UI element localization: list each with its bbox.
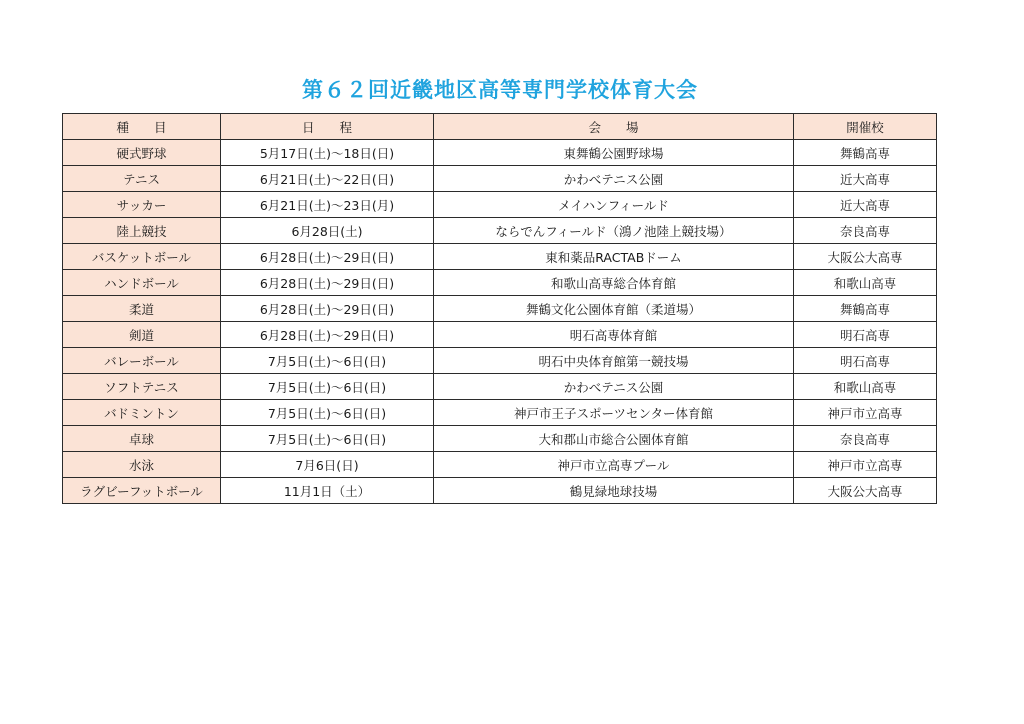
venue-cell: 神戸市王子スポーツセンター体育館 <box>434 400 794 426</box>
school-cell: 神戸市立高専 <box>794 452 937 478</box>
venue-cell: かわべテニス公園 <box>434 166 794 192</box>
table-row <box>63 478 937 504</box>
table-row <box>63 322 937 348</box>
header-date: 日 程 <box>221 114 434 140</box>
venue-cell: 神戸市立高専プール <box>434 452 794 478</box>
date-cell: 6月28日(土)～29日(日) <box>221 322 434 348</box>
venue-cell: 舞鶴文化公園体育館（柔道場） <box>434 296 794 322</box>
table-row <box>63 348 937 374</box>
date-cell: 6月28日(土)～29日(日) <box>221 296 434 322</box>
header-school: 開催校 <box>794 114 937 140</box>
date-cell: 7月5日(土)～6日(日) <box>221 374 434 400</box>
date-cell: 6月21日(土)～23日(月) <box>221 192 434 218</box>
sport-cell: バスケットボール <box>63 244 221 270</box>
venue-cell: かわべテニス公園 <box>434 374 794 400</box>
date-cell: 6月28日(土)～29日(日) <box>221 244 434 270</box>
sport-cell: 柔道 <box>63 296 221 322</box>
school-cell: 大阪公大高専 <box>794 244 937 270</box>
table-row <box>63 166 937 192</box>
table-row <box>63 192 937 218</box>
school-cell: 奈良高専 <box>794 426 937 452</box>
table-row <box>63 374 937 400</box>
school-cell: 近大高専 <box>794 192 937 218</box>
schedule-table <box>62 113 937 504</box>
sport-cell: 硬式野球 <box>63 140 221 166</box>
date-cell: 6月28日(土) <box>221 218 434 244</box>
table-header-row <box>63 114 937 140</box>
school-cell: 大阪公大高専 <box>794 478 937 504</box>
school-cell: 明石高専 <box>794 348 937 374</box>
venue-cell: 大和郡山市総合公園体育館 <box>434 426 794 452</box>
date-cell: 7月5日(土)～6日(日) <box>221 426 434 452</box>
date-cell: 7月6日(日) <box>221 452 434 478</box>
venue-cell: メイハンフィールド <box>434 192 794 218</box>
venue-cell: 鶴見緑地球技場 <box>434 478 794 504</box>
sport-cell: ソフトテニス <box>63 374 221 400</box>
sport-cell: 剣道 <box>63 322 221 348</box>
school-cell: 神戸市立高専 <box>794 400 937 426</box>
sport-cell: テニス <box>63 166 221 192</box>
venue-cell: 明石中央体育館第一競技場 <box>434 348 794 374</box>
sport-cell: サッカー <box>63 192 221 218</box>
table-row <box>63 244 937 270</box>
venue-cell: 東和薬品RACTABドーム <box>434 244 794 270</box>
date-cell: 6月21日(土)～22日(日) <box>221 166 434 192</box>
page-title: 第６２回近畿地区高等専門学校体育大会 <box>302 78 698 102</box>
date-cell: 6月28日(土)～29日(日) <box>221 270 434 296</box>
sport-cell: 陸上競技 <box>63 218 221 244</box>
table-row <box>63 452 937 478</box>
table-row <box>63 296 937 322</box>
sport-cell: バドミントン <box>63 400 221 426</box>
venue-cell: 和歌山高専総合体育館 <box>434 270 794 296</box>
school-cell: 舞鶴高専 <box>794 296 937 322</box>
header-venue: 会 場 <box>434 114 794 140</box>
table-body <box>63 140 937 504</box>
venue-cell: 東舞鶴公園野球場 <box>434 140 794 166</box>
date-cell: 7月5日(土)～6日(日) <box>221 400 434 426</box>
date-cell: 7月5日(土)～6日(日) <box>221 348 434 374</box>
table-row <box>63 270 937 296</box>
sport-cell: 卓球 <box>63 426 221 452</box>
venue-cell: ならでんフィールド（鴻ノ池陸上競技場） <box>434 218 794 244</box>
school-cell: 舞鶴高専 <box>794 140 937 166</box>
table-row <box>63 400 937 426</box>
header-sport: 種 目 <box>63 114 221 140</box>
school-cell: 和歌山高専 <box>794 270 937 296</box>
date-cell: 5月17日(土)～18日(日) <box>221 140 434 166</box>
school-cell: 奈良高専 <box>794 218 937 244</box>
sport-cell: バレーボール <box>63 348 221 374</box>
school-cell: 和歌山高専 <box>794 374 937 400</box>
school-cell: 明石高専 <box>794 322 937 348</box>
date-cell: 11月1日（土） <box>221 478 434 504</box>
sport-cell: ハンドボール <box>63 270 221 296</box>
school-cell: 近大高専 <box>794 166 937 192</box>
sport-cell: ラグビーフットボール <box>63 478 221 504</box>
sport-cell: 水泳 <box>63 452 221 478</box>
table-row <box>63 140 937 166</box>
table-row <box>63 218 937 244</box>
table-row <box>63 426 937 452</box>
venue-cell: 明石高専体育館 <box>434 322 794 348</box>
